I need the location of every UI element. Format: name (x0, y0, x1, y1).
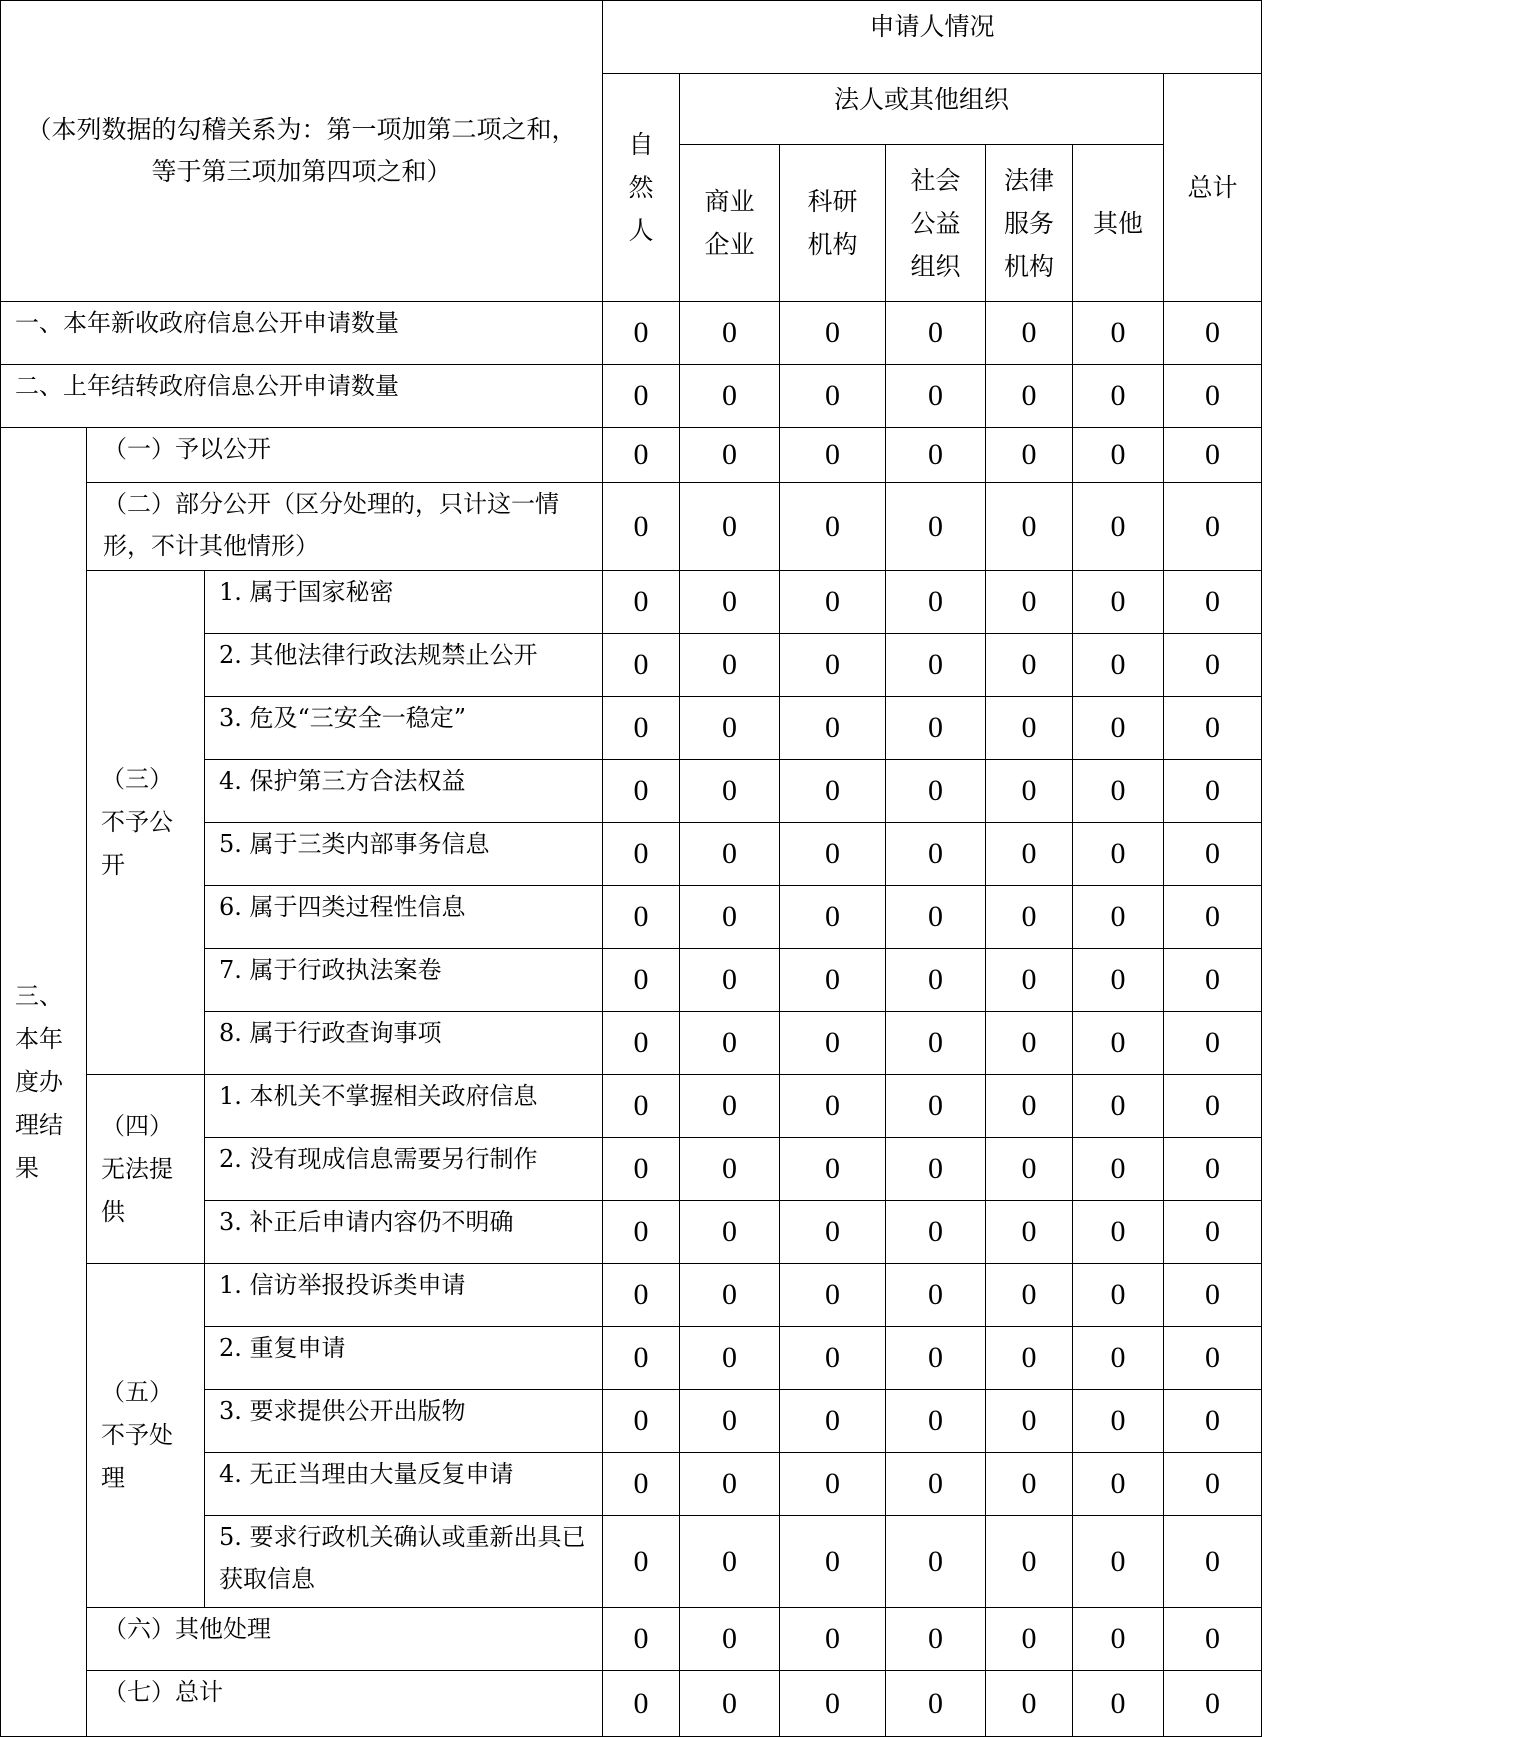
value-cell: 0 (680, 428, 780, 483)
value-cell: 0 (1073, 1327, 1164, 1390)
value-cell: 0 (886, 1264, 986, 1327)
value-cell: 0 (1164, 823, 1262, 886)
value-cell: 0 (886, 428, 986, 483)
value-cell: 0 (1073, 1390, 1164, 1453)
value-cell: 0 (1073, 1138, 1164, 1201)
group-4-label: （四） 无法提 供 (87, 1075, 205, 1264)
value-cell: 0 (603, 571, 680, 634)
value-cell: 0 (603, 1608, 680, 1671)
value-cell: 0 (1164, 1516, 1262, 1608)
value-cell: 0 (1164, 302, 1262, 365)
value-cell: 0 (680, 697, 780, 760)
row-label: （七）总计 (87, 1671, 603, 1737)
value-cell: 0 (986, 823, 1073, 886)
value-cell: 0 (1073, 302, 1164, 365)
other-header: 其他 (1073, 145, 1164, 302)
row-label: 二、上年结转政府信息公开申请数量 (1, 365, 603, 428)
value-cell: 0 (886, 1516, 986, 1608)
value-cell: 0 (986, 1264, 1073, 1327)
value-cell: 0 (680, 760, 780, 823)
value-cell: 0 (603, 1075, 680, 1138)
value-cell: 0 (780, 1671, 886, 1737)
value-cell: 0 (603, 1201, 680, 1264)
value-cell: 0 (603, 1264, 680, 1327)
value-cell: 0 (1164, 1671, 1262, 1737)
row-label: 4. 无正当理由大量反复申请 (205, 1453, 603, 1516)
value-cell: 0 (780, 697, 886, 760)
value-cell: 0 (1164, 1327, 1262, 1390)
value-cell: 0 (1073, 1075, 1164, 1138)
value-cell: 0 (986, 1390, 1073, 1453)
value-cell: 0 (1073, 483, 1164, 571)
value-cell: 0 (780, 1075, 886, 1138)
value-cell: 0 (1164, 634, 1262, 697)
value-cell: 0 (1073, 1201, 1164, 1264)
value-cell: 0 (886, 1390, 986, 1453)
row-label: 3. 补正后申请内容仍不明确 (205, 1201, 603, 1264)
value-cell: 0 (603, 823, 680, 886)
value-cell: 0 (1164, 483, 1262, 571)
table-note: （本列数据的勾稽关系为：第一项加第二项之和，等于第三项加第四项之和） (26, 115, 577, 186)
value-cell: 0 (603, 1390, 680, 1453)
table-row (1, 1671, 1262, 1737)
value-cell: 0 (886, 483, 986, 571)
value-cell: 0 (1164, 1012, 1262, 1075)
value-cell: 0 (680, 1671, 780, 1737)
commercial-enterprise-header: 商业 企业 (680, 145, 780, 302)
value-cell: 0 (1164, 1138, 1262, 1201)
value-cell: 0 (1073, 571, 1164, 634)
value-cell: 0 (780, 949, 886, 1012)
value-cell: 0 (886, 760, 986, 823)
value-cell: 0 (986, 886, 1073, 949)
value-cell: 0 (603, 760, 680, 823)
row-label: 一、本年新收政府信息公开申请数量 (1, 302, 603, 365)
row-label: （六）其他处理 (87, 1608, 603, 1671)
value-cell: 0 (680, 1327, 780, 1390)
value-cell: 0 (986, 365, 1073, 428)
value-cell: 0 (886, 1608, 986, 1671)
value-cell: 0 (1164, 1453, 1262, 1516)
value-cell: 0 (680, 886, 780, 949)
value-cell: 0 (986, 760, 1073, 823)
value-cell: 0 (886, 1453, 986, 1516)
row-label: （一）予以公开 (87, 428, 603, 483)
value-cell: 0 (680, 302, 780, 365)
value-cell: 0 (603, 1453, 680, 1516)
row-label: 1. 属于国家秘密 (205, 571, 603, 634)
value-cell: 0 (986, 1138, 1073, 1201)
value-cell: 0 (680, 1201, 780, 1264)
value-cell: 0 (603, 302, 680, 365)
value-cell: 0 (603, 428, 680, 483)
value-cell: 0 (680, 1264, 780, 1327)
row-label: 2. 没有现成信息需要另行制作 (205, 1138, 603, 1201)
value-cell: 0 (886, 365, 986, 428)
value-cell: 0 (1073, 886, 1164, 949)
value-cell: 0 (986, 1327, 1073, 1390)
row-label: 4. 保护第三方合法权益 (205, 760, 603, 823)
value-cell: 0 (886, 697, 986, 760)
value-cell: 0 (886, 1201, 986, 1264)
value-cell: 0 (780, 1327, 886, 1390)
row-label: 2. 重复申请 (205, 1327, 603, 1390)
value-cell: 0 (886, 634, 986, 697)
value-cell: 0 (986, 1671, 1073, 1737)
value-cell: 0 (780, 1201, 886, 1264)
value-cell: 0 (1164, 697, 1262, 760)
total-header: 总计 (1164, 74, 1262, 302)
value-cell: 0 (680, 1075, 780, 1138)
value-cell: 0 (1164, 1390, 1262, 1453)
value-cell: 0 (603, 1516, 680, 1608)
row-label: （二）部分公开（区分处理的，只计这一情形，不计其他情形） (87, 483, 603, 571)
section-3-label: 三、 本年 度办 理结 果 (1, 428, 87, 1737)
social-welfare-org-header: 社会 公益 组织 (886, 145, 986, 302)
value-cell: 0 (1073, 1516, 1164, 1608)
value-cell: 0 (780, 634, 886, 697)
value-cell: 0 (780, 1453, 886, 1516)
value-cell: 0 (1073, 697, 1164, 760)
value-cell: 0 (1164, 886, 1262, 949)
value-cell: 0 (1164, 365, 1262, 428)
value-cell: 0 (680, 634, 780, 697)
value-cell: 0 (886, 1327, 986, 1390)
value-cell: 0 (603, 949, 680, 1012)
value-cell: 0 (780, 571, 886, 634)
value-cell: 0 (780, 1012, 886, 1075)
table-row (1, 365, 1262, 428)
row-label: 1. 本机关不掌握相关政府信息 (205, 1075, 603, 1138)
value-cell: 0 (603, 483, 680, 571)
value-cell: 0 (1073, 365, 1164, 428)
value-cell: 0 (680, 1012, 780, 1075)
value-cell: 0 (1073, 1264, 1164, 1327)
legal-or-other-org-header: 法人或其他组织 (680, 74, 1164, 145)
table-row (1, 428, 1262, 483)
value-cell: 0 (680, 949, 780, 1012)
row-label: 5. 属于三类内部事务信息 (205, 823, 603, 886)
value-cell: 0 (780, 1608, 886, 1671)
value-cell: 0 (986, 571, 1073, 634)
value-cell: 0 (680, 1516, 780, 1608)
value-cell: 0 (986, 1516, 1073, 1608)
value-cell: 0 (780, 483, 886, 571)
row-label: 6. 属于四类过程性信息 (205, 886, 603, 949)
value-cell: 0 (886, 1075, 986, 1138)
value-cell: 0 (680, 1453, 780, 1516)
value-cell: 0 (603, 1138, 680, 1201)
row-label: 3. 危及“三安全一稳定” (205, 697, 603, 760)
value-cell: 0 (1073, 760, 1164, 823)
table-row (1, 483, 1262, 571)
value-cell: 0 (986, 949, 1073, 1012)
value-cell: 0 (780, 886, 886, 949)
value-cell: 0 (603, 1012, 680, 1075)
value-cell: 0 (780, 1390, 886, 1453)
value-cell: 0 (603, 1671, 680, 1737)
research-institution-header: 科研 机构 (780, 145, 886, 302)
value-cell: 0 (1073, 1608, 1164, 1671)
value-cell: 0 (986, 428, 1073, 483)
applicant-situation-header: 申请人情况 (603, 1, 1262, 74)
value-cell: 0 (986, 1608, 1073, 1671)
value-cell: 0 (986, 1075, 1073, 1138)
group-5-label: （五） 不予处 理 (87, 1264, 205, 1608)
value-cell: 0 (680, 1138, 780, 1201)
value-cell: 0 (886, 302, 986, 365)
value-cell: 0 (1164, 1264, 1262, 1327)
value-cell: 0 (1073, 823, 1164, 886)
value-cell: 0 (780, 428, 886, 483)
value-cell: 0 (1164, 1201, 1262, 1264)
value-cell: 0 (603, 634, 680, 697)
value-cell: 0 (603, 697, 680, 760)
value-cell: 0 (986, 634, 1073, 697)
value-cell: 0 (603, 365, 680, 428)
table-row (1, 302, 1262, 365)
value-cell: 0 (1164, 949, 1262, 1012)
value-cell: 0 (680, 365, 780, 428)
value-cell: 0 (1164, 428, 1262, 483)
row-label: 1. 信访举报投诉类申请 (205, 1264, 603, 1327)
group-3-label: （三） 不予公 开 (87, 571, 205, 1075)
value-cell: 0 (1164, 760, 1262, 823)
value-cell: 0 (1073, 428, 1164, 483)
value-cell: 0 (986, 1453, 1073, 1516)
table-note-cell (1, 1, 603, 302)
value-cell: 0 (1073, 1453, 1164, 1516)
legal-service-org-header: 法律 服务 机构 (986, 145, 1073, 302)
natural-person-header: 自 然 人 (603, 74, 680, 302)
value-cell: 0 (886, 886, 986, 949)
value-cell: 0 (780, 823, 886, 886)
value-cell: 0 (1164, 1075, 1262, 1138)
table-row (1, 1075, 1262, 1138)
value-cell: 0 (680, 1390, 780, 1453)
row-label: 7. 属于行政执法案卷 (205, 949, 603, 1012)
value-cell: 0 (1164, 571, 1262, 634)
value-cell: 0 (780, 365, 886, 428)
row-label: 5. 要求行政机关确认或重新出具已获取信息 (205, 1516, 603, 1608)
value-cell: 0 (780, 1138, 886, 1201)
table-row (1, 571, 1262, 634)
value-cell: 0 (1073, 634, 1164, 697)
row-label: 3. 要求提供公开出版物 (205, 1390, 603, 1453)
value-cell: 0 (680, 823, 780, 886)
row-label: 2. 其他法律行政法规禁止公开 (205, 634, 603, 697)
value-cell: 0 (780, 760, 886, 823)
value-cell: 0 (603, 886, 680, 949)
value-cell: 0 (886, 1671, 986, 1737)
value-cell: 0 (780, 302, 886, 365)
value-cell: 0 (986, 1012, 1073, 1075)
value-cell: 0 (1073, 1012, 1164, 1075)
value-cell: 0 (680, 483, 780, 571)
value-cell: 0 (1073, 1671, 1164, 1737)
value-cell: 0 (986, 302, 1073, 365)
value-cell: 0 (886, 823, 986, 886)
row-label: 8. 属于行政查询事项 (205, 1012, 603, 1075)
value-cell: 0 (886, 949, 986, 1012)
value-cell: 0 (680, 1608, 780, 1671)
value-cell: 0 (603, 1327, 680, 1390)
value-cell: 0 (986, 483, 1073, 571)
value-cell: 0 (986, 697, 1073, 760)
header-row-1 (1, 1, 1262, 74)
value-cell: 0 (1073, 949, 1164, 1012)
value-cell: 0 (1164, 1608, 1262, 1671)
table-row (1, 1608, 1262, 1671)
value-cell: 0 (780, 1264, 886, 1327)
value-cell: 0 (780, 1516, 886, 1608)
value-cell: 0 (680, 571, 780, 634)
value-cell: 0 (886, 1138, 986, 1201)
value-cell: 0 (986, 1201, 1073, 1264)
table-row (1, 1264, 1262, 1327)
value-cell: 0 (886, 1012, 986, 1075)
value-cell: 0 (886, 571, 986, 634)
